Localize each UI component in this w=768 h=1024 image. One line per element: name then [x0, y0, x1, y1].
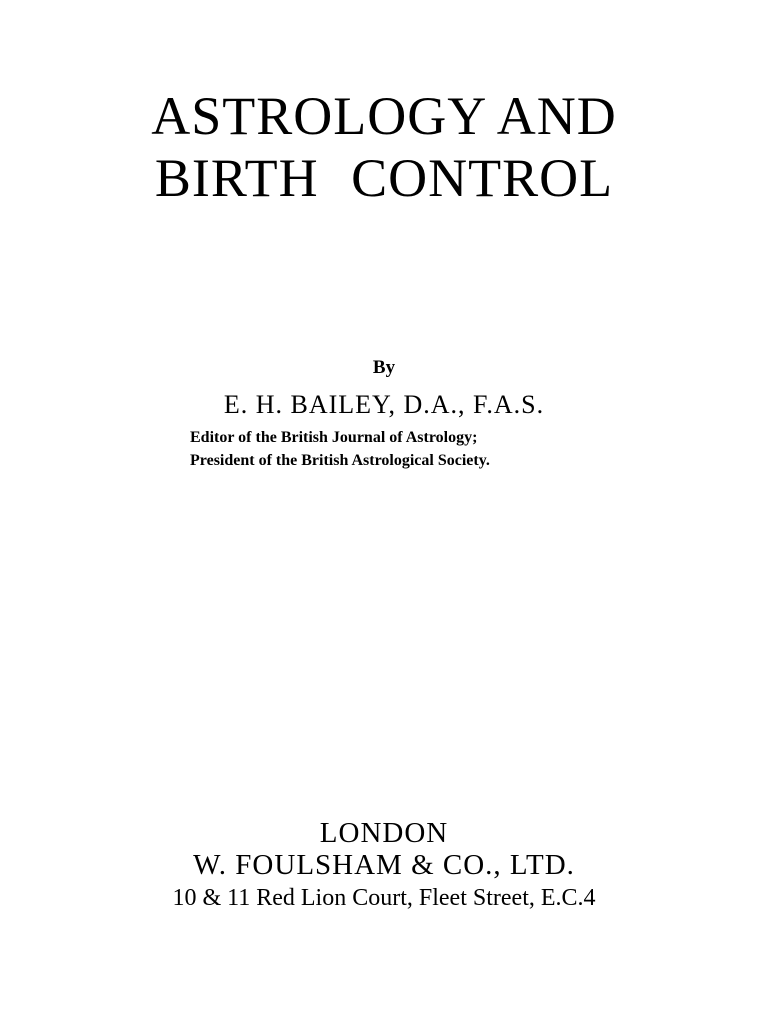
publisher-city: LONDON: [319, 817, 449, 849]
author-credit-president: President of the British Astrological Society.: [190, 452, 490, 469]
publisher-name: W. FOULSHAM & CO., LTD.: [193, 849, 575, 881]
book-title-line-1: ASTROLOGY AND: [151, 86, 617, 146]
publisher-address: 10 & 11 Red Lion Court, Fleet Street, E.C.4: [172, 885, 596, 911]
book-title-line-2: BIRTH CONTROL: [154, 148, 614, 208]
author-credit-editor: Editor of the British Journal of Astrology;: [190, 429, 478, 446]
by-label: By: [372, 357, 396, 378]
author-name: E. H. BAILEY, D.A., F.A.S.: [223, 390, 545, 419]
